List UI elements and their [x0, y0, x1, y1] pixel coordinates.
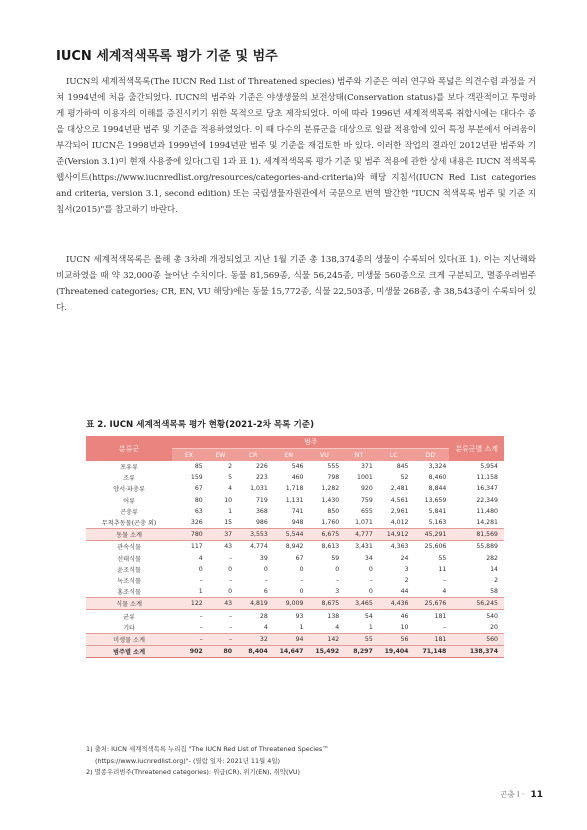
row-label: 녹조식물 [117, 577, 142, 585]
table-cell: 4 [263, 623, 268, 631]
category-header: 범주 [172, 436, 449, 449]
table-cell: 8,675 [307, 598, 343, 610]
data-table [86, 436, 504, 658]
table-cell: 1 [228, 507, 233, 515]
table-cell: 85 [194, 463, 203, 471]
table-cell: – [199, 623, 203, 631]
table-cell: 43 [224, 543, 233, 551]
table-cell: 4,561 [390, 496, 409, 504]
paragraph-1-text: IUCN의 세계적색목록(The IUCN Red List of Threatened species) 범주와 기준은 여러 연구와 폭넓은 의견수렴 과정을 거쳐 1994년에 처음 출간되었다. IUCN의 범주와 기준은 야생생물의 보전상태(Conservation status)를 보다 객관적이고 투명하게 평가하여 이용자의 이해를 증진시키기 위한 목적으로 당초 제작되었다. 이에 따라 1996년 세계적색목록 취합시에는 대다수 종을 대상으로 1994년판 범주 및 기준을 적용하였었다. 이 때 다수의 분류군을 대상으로 일괄 적용함에 있어 특정 부분에서 어려움이 부각되어 IUCN은 1998년과 1999년에 1994년판 범주 및 기준을 재검토한 바 있다. 이러한 작업의 결과인 2012년판 범주와 기준(Version 3.1)이 현재 사용중에 있다(그림 1과 표 1). 세계적색목록 평가 기준 및 범주 적용에 관한 상세 내용은 IUCN 적색목록 웹사이트(https://www.iucnredlist.org/resources/categories-and-criteria)와 해당 지침서(IUCN Red List categories and criteria, version 3.1, second edition) 또는 국립생물자원관에서 국문으로 번역 발간한 "IUCN 적색목록 범주 및 기준 지침서(2015)"를 참고하기 바란다. [56, 77, 536, 215]
table-cell: 67 [194, 485, 203, 493]
column-header: EW [206, 449, 235, 462]
table-cell: 555 [327, 463, 340, 471]
table-row [86, 517, 504, 529]
table-cell: 63 [194, 507, 203, 515]
table-cell: 3,324 [428, 463, 447, 471]
table-cell: 2,961 [390, 507, 409, 515]
column-header: NT [342, 449, 376, 462]
table-cell: 122 [172, 598, 206, 610]
row-total: 81,569 [449, 529, 504, 541]
table-cell: 6 [263, 588, 268, 596]
table-cell: 1 [198, 588, 203, 596]
row-total: 20 [490, 623, 498, 631]
row-total: 540 [486, 612, 498, 620]
note-1-continued: (https://www.iucnredlist.org)"- (열람 일자: 2021년 11월 4일) [95, 756, 280, 765]
table-cell: 117 [190, 543, 203, 551]
subtotal-row [86, 633, 504, 645]
table-cell: 226 [255, 463, 268, 471]
row-total: 58 [490, 588, 498, 596]
row-total: 56,245 [449, 598, 504, 610]
table-cell: – [264, 576, 268, 584]
table-cell: 54 [364, 612, 373, 620]
table-cell: – [206, 633, 235, 645]
row-label: 미생물 소계 [86, 633, 172, 645]
row-total: 138,374 [449, 646, 504, 658]
column-header: LC [376, 449, 412, 462]
row-total: 560 [449, 633, 504, 645]
table-cell: 719 [255, 496, 268, 504]
table-cell: 55 [342, 633, 376, 645]
table-cell: 14,912 [376, 529, 412, 541]
table-cell: 71,148 [412, 646, 450, 658]
paragraph-2-text: IUCN 세계적색목록은 올해 총 3차례 개정되었고 지난 1월 기준 총 138,374종의 생물이 수록되어 있다(표 1). 이는 지난해와 비교하였을 때 약 32,000종 늘어난 수치이다. 동물 81,569종, 식물 56,245종, 미생물 560종으로 크게 구분되고, 멸종우려범주(Threatened categories; CR, EN, VU 해당)에는 동물 15,772종, 식물 22,503종, 미생물 268종, 총 38,543종이 수록되어 있다. [56, 255, 536, 313]
table-cell: 0 [368, 588, 373, 596]
table-cell: 55 [438, 554, 447, 562]
row-total: 55,889 [476, 543, 498, 551]
table-cell: 52 [400, 474, 409, 482]
row-label: 무척추동물(곤충 외) [101, 520, 157, 528]
table-cell: 80 [194, 496, 203, 504]
note-1: 1) 출처: IUCN 세계적색목록 누리집 "The IUCN Red List of Threatened Species™ [86, 745, 329, 753]
table-cell: 8,613 [321, 543, 340, 551]
table-cell: 34 [364, 554, 373, 562]
row-total: 14,281 [476, 519, 498, 527]
table-row [86, 564, 504, 575]
table-cell: 15,492 [307, 646, 343, 658]
column-header: EX [172, 449, 206, 462]
table-cell: – [443, 623, 447, 631]
row-total: 22,349 [476, 496, 498, 504]
row-total: 11,480 [476, 507, 498, 515]
table-cell: 8,844 [428, 485, 447, 493]
table-cell: 0 [335, 565, 340, 573]
row-label: 윤조식물 [117, 566, 142, 574]
table-cell: 741 [291, 507, 304, 515]
table-caption: 표 2. IUCN 세계적색목록 평가 현황(2021-2차 목록 기준) [86, 420, 315, 430]
row-total: 14 [490, 565, 498, 573]
table-cell: – [336, 576, 340, 584]
page-footer: 곤충 I · 11 [500, 790, 543, 800]
iucn-status-table [86, 436, 504, 658]
row-label: 조류 [123, 475, 136, 483]
table-cell: 9,009 [271, 598, 307, 610]
table-cell: 326 [190, 519, 203, 527]
table-cell: 0 [228, 588, 233, 596]
subtotal-row [86, 598, 504, 610]
table-cell: 4,777 [342, 529, 376, 541]
row-total: 5,954 [480, 463, 498, 471]
table-cell: 43 [206, 598, 235, 610]
paragraph-2 [56, 252, 536, 316]
table-cell: 4 [228, 485, 233, 493]
table-cell: – [300, 576, 304, 584]
table-cell: 2,481 [390, 485, 409, 493]
row-label: 범주별 소계 [86, 646, 172, 658]
table-cell: – [229, 612, 233, 620]
page-title: IUCN 세계적색목록 평가 기준 및 범주 [56, 49, 278, 64]
total-header: 분류군별 소계 [449, 436, 504, 461]
row-label: 관속식물 [117, 544, 142, 552]
table-cell: 2 [404, 576, 409, 584]
table-row [86, 541, 504, 553]
table-cell: 4,012 [390, 519, 409, 527]
table-cell: 13,659 [424, 496, 447, 504]
table-cell: 39 [259, 554, 268, 562]
table-cell: 4,774 [250, 543, 268, 551]
row-total: 282 [486, 554, 498, 562]
table-cell: 546 [291, 463, 304, 471]
table-row [86, 586, 504, 598]
table-cell: 56 [376, 633, 412, 645]
row-label: 홍조식물 [117, 589, 142, 597]
table-cell: 1,718 [285, 485, 304, 493]
table-cell: 1 [368, 623, 373, 631]
table-cell: 45,291 [412, 529, 450, 541]
table-row [86, 495, 504, 506]
table-cell: 1,131 [285, 496, 304, 504]
table-cell: 93 [295, 612, 304, 620]
table-cell: 181 [434, 612, 447, 620]
table-cell: 8,942 [285, 543, 304, 551]
row-label: 양서·파충류 [113, 486, 145, 494]
table-cell: 159 [190, 474, 203, 482]
column-header: CR [235, 449, 271, 462]
table-cell: 3,553 [235, 529, 271, 541]
table-header-row [86, 436, 504, 449]
table-cell: – [172, 633, 206, 645]
row-total: 11,158 [476, 474, 498, 482]
table-cell: 4,363 [390, 543, 409, 551]
row-label: 기타 [123, 624, 136, 632]
table-cell: 8,404 [235, 646, 271, 658]
row-total: 2 [494, 576, 498, 584]
table-cell: 10 [224, 496, 233, 504]
table-cell: 3 [404, 565, 409, 573]
table-cell: 24 [400, 554, 409, 562]
table-cell: – [229, 554, 233, 562]
table-cell: 32 [235, 633, 271, 645]
table-cell: – [229, 576, 233, 584]
table-cell: 1001 [357, 474, 373, 482]
table-cell: 5,841 [428, 507, 447, 515]
row-label: 선태식물 [117, 555, 142, 563]
table-cell: 5 [228, 474, 233, 482]
table-cell: 1,282 [321, 485, 340, 493]
table-cell: 59 [331, 554, 340, 562]
row-total: 16,347 [476, 485, 498, 493]
table-cell: 1,430 [321, 496, 340, 504]
table-cell: – [199, 576, 203, 584]
table-cell: 0 [198, 565, 203, 573]
table-cell: 371 [360, 463, 373, 471]
grand-total-row [86, 646, 504, 658]
table-cell: 67 [295, 554, 304, 562]
table-cell: 948 [291, 519, 304, 527]
table-cell: 902 [172, 646, 206, 658]
table-cell: 780 [172, 529, 206, 541]
column-header: EN [271, 449, 307, 462]
table-row [86, 506, 504, 517]
table-cell: – [229, 623, 233, 631]
table-row [86, 483, 504, 494]
table-cell: 460 [291, 474, 304, 482]
table-cell: 44 [400, 588, 409, 596]
group-header: 분류군 [86, 436, 172, 461]
table-cell: 25,676 [412, 598, 450, 610]
table-cell: 37 [206, 529, 235, 541]
table-cell: 25,606 [424, 543, 447, 551]
table-cell: 0 [228, 565, 233, 573]
table-cell: 28 [259, 612, 268, 620]
footer-section: 곤충 I [500, 790, 520, 799]
row-label: 식물 소계 [86, 598, 172, 610]
table-cell: 138 [327, 612, 340, 620]
table-cell: 1,071 [355, 519, 373, 527]
paragraph-1 [56, 74, 536, 218]
table-cell: 368 [255, 507, 268, 515]
page-number: 11 [530, 790, 543, 800]
table-cell: 4,819 [235, 598, 271, 610]
column-header: VU [307, 449, 343, 462]
table-cell: – [369, 576, 373, 584]
table-cell: 0 [299, 588, 304, 596]
table-cell: 2 [228, 463, 233, 471]
table-cell: 19,404 [376, 646, 412, 658]
table-cell: 986 [255, 519, 268, 527]
row-label: 곤충류 [120, 508, 139, 516]
table-cell: 0 [263, 565, 268, 573]
row-label: 동물 소계 [86, 529, 172, 541]
table-cell: 94 [271, 633, 307, 645]
table-row [86, 461, 504, 472]
table-cell: 8,297 [342, 646, 376, 658]
table-cell: 8,460 [428, 474, 447, 482]
table-cell: 4 [335, 623, 340, 631]
table-body [86, 461, 504, 658]
row-label: 균류 [123, 613, 136, 621]
table-row [86, 575, 504, 586]
table-cell: 6,675 [307, 529, 343, 541]
table-cell: 15 [224, 519, 233, 527]
table-cell: 1,031 [250, 485, 268, 493]
table-notes [86, 744, 506, 779]
table-row [86, 472, 504, 483]
table-cell: 798 [327, 474, 340, 482]
table-cell: 5,163 [428, 519, 447, 527]
subtotal-row [86, 529, 504, 541]
row-label: 포유류 [120, 464, 139, 472]
note-2: 2) 멸종우려범주(Threatened categories): 위급(CR), 위기(EN), 취약(VU) [86, 768, 300, 776]
table-cell: 80 [206, 646, 235, 658]
table-cell: 223 [255, 474, 268, 482]
table-cell: 920 [360, 485, 373, 493]
table-cell: – [443, 576, 447, 584]
table-cell: 10 [400, 623, 409, 631]
table-cell: 850 [327, 507, 340, 515]
table-cell: 759 [360, 496, 373, 504]
table-cell: 4 [442, 588, 447, 596]
table-cell: 0 [368, 565, 373, 573]
table-cell: 181 [412, 633, 450, 645]
table-row [86, 610, 504, 622]
table-cell: 4 [198, 554, 203, 562]
table-cell: 4,436 [376, 598, 412, 610]
table-cell: 46 [400, 612, 409, 620]
table-cell: 142 [307, 633, 343, 645]
table-cell: 0 [299, 565, 304, 573]
table-row [86, 622, 504, 634]
column-header: DD [412, 449, 450, 462]
table-cell: 14,647 [271, 646, 307, 658]
table-cell: 845 [396, 463, 409, 471]
row-label: 어류 [123, 497, 136, 505]
table-cell: 3 [335, 588, 340, 596]
table-row [86, 553, 504, 564]
table-cell: 1,760 [321, 519, 340, 527]
table-cell: 3,465 [342, 598, 376, 610]
table-cell: 3,431 [355, 543, 373, 551]
table-cell: 5,544 [271, 529, 307, 541]
table-cell: 655 [360, 507, 373, 515]
table-cell: 1 [299, 623, 304, 631]
table-cell: – [199, 612, 203, 620]
table-cell: 11 [438, 565, 447, 573]
